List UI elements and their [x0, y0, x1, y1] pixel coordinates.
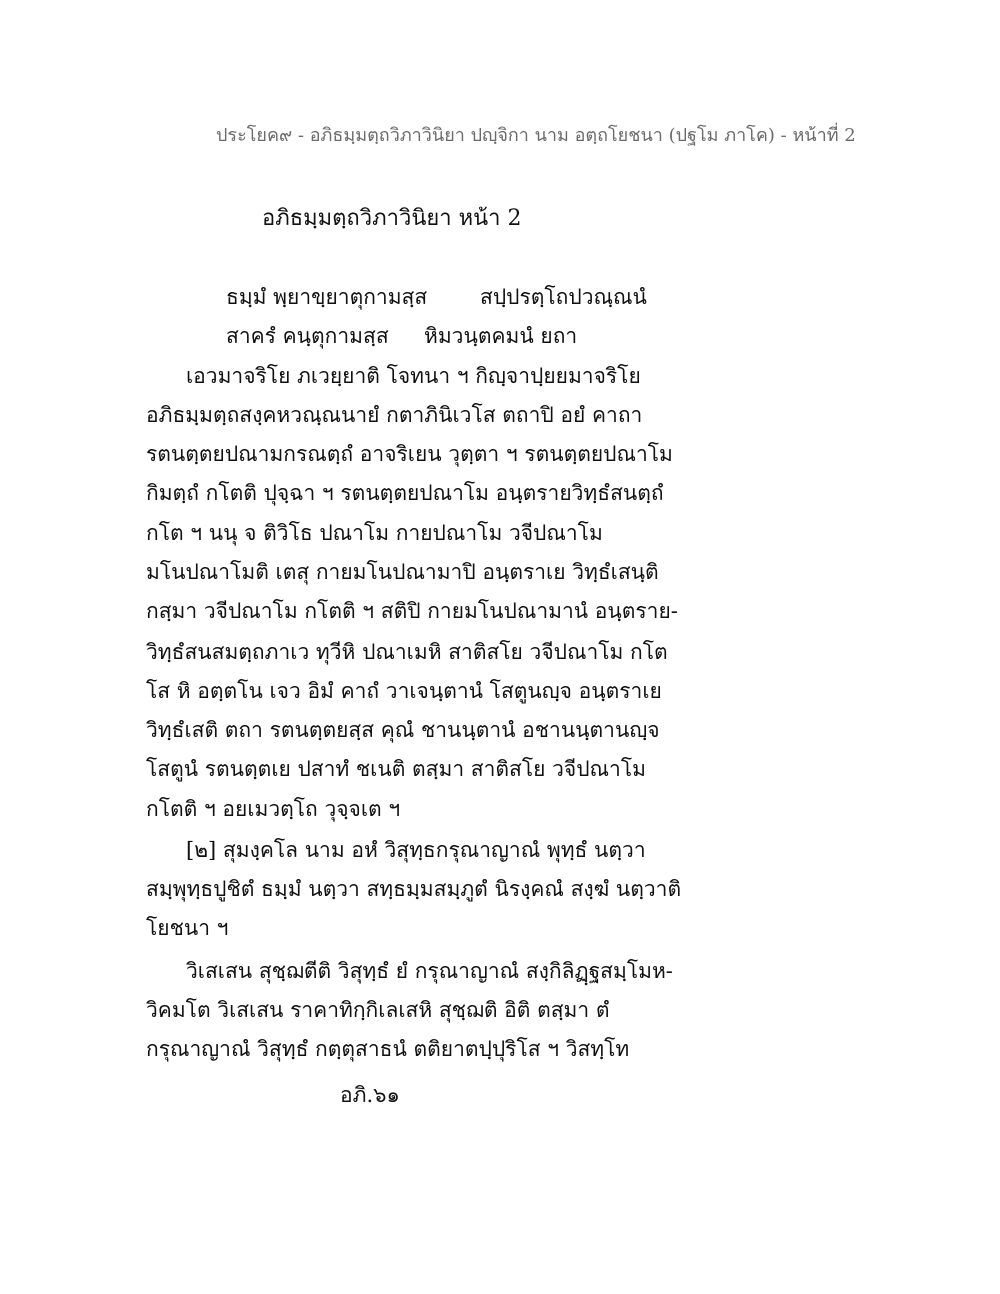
running-header: ประโยค๙ - อภิธมฺมตฺถวิภาวินิยา ปญฺจิกา นาม อตฺถโยชนา (ปฐโม ภาโค) - หน้าที่ 2	[216, 125, 856, 146]
body-line: วิทฺธํเสติ ตถา รตนตฺตยสฺส คุณํ ชานนฺตานํ อชานนฺตานญฺจ	[146, 718, 660, 742]
body-line: กโต ฯ นนุ จ ติวิโธ ปณาโม กายปณาโม วจีปณาโม	[146, 521, 603, 545]
body-line: กสฺมา วจีปณาโม กโตติ ฯ สติปิ กายมโนปณามานํ อนฺตราย-	[146, 599, 678, 623]
body-line: รตนตฺตยปณามกรณตฺถํ อาจริเยน วุตฺตา ฯ รตนตฺตยปณาโม	[146, 442, 673, 466]
page-title: อภิธมฺมตฺถวิภาวินิยา หน้า 2	[262, 206, 522, 231]
body-line: กรุณาญาณํ วิสุทฺธํ กตฺตุสาธนํ ตติยาตปฺปุริโส ฯ วิสทฺโท	[146, 1037, 630, 1061]
body-line: โยชนา ฯ	[146, 916, 229, 940]
verse-line-2-left: สาครํ คนฺตุกามสฺส	[226, 324, 389, 348]
body-line: อภิธมฺมตฺถสงฺคหวณฺณนายํ กตาภินิเวโส ตถาปิ อยํ คาถา	[146, 403, 643, 427]
body-line: [๒] สุมงฺคโล นาม อหํ วิสุทฺธกรุณาญาณํ พุทฺธํ นตฺวา	[186, 838, 646, 862]
body-line: กิมตฺถํ กโตติ ปุจฺฉา ฯ รตนตฺตยปณาโม อนฺตรายวิทฺธํสนตฺถํ	[146, 481, 664, 505]
body-line: วิทฺธํสนสมตฺถภาเว ทุวีหิ ปณาเมหิ สาติสโย วจีปณาโม กโต	[146, 640, 668, 664]
verse-line-2-right: หิมวนฺตคมนํ ยถา	[424, 324, 578, 348]
body-line: โสตูนํ รตนตฺตเย ปสาทํ ชเนติ ตสฺมา สาติสโย วจีปณาโม	[146, 757, 646, 781]
body-line: สมฺพุทฺธปูชิตํ ธมฺมํ นตฺวา สทฺธมฺมสมฺภูตํ นิรงฺคณํ สงฺฆํ นตฺวาติ	[146, 877, 682, 901]
body-line: มโนปณาโมติ เตสุ กายมโนปณามาปิ อนฺตราเย วิทฺธํเสนฺติ	[146, 560, 659, 584]
body-line: วิคมโต วิเสเสน ราคาทิกฺกิเลเสหิ สุชฺฌติ อิติ ตสฺมา ตํ	[146, 998, 610, 1022]
body-line: วิเสเสน สุชฺฌตีติ วิสุทฺธํ ยํ กรุณาญาณํ สงฺกิลิฏฺฐสมฺโมห-	[186, 959, 673, 983]
body-line: โส หิ อตฺตโน เจว อิมํ คาถํ วาเจนฺตานํ โสตูนญฺจ อนฺตราเย	[146, 679, 662, 703]
body-line: เอวมาจริโย ภเวยฺยาติ โจทนา ฯ กิญฺจาปฺยยมาจริโย	[186, 364, 641, 388]
body-line: กโตติ ฯ อยเมวตฺโถ วุจฺจเต ฯ	[146, 797, 401, 821]
page-footer-reference: อภิ.๖๑	[340, 1083, 400, 1107]
verse-line-1-right: สปฺปรตฺโถปวณฺณนํ	[480, 285, 647, 309]
verse-line-1-left: ธมฺมํ พฺยาขฺยาตุกามสฺส	[226, 285, 428, 309]
